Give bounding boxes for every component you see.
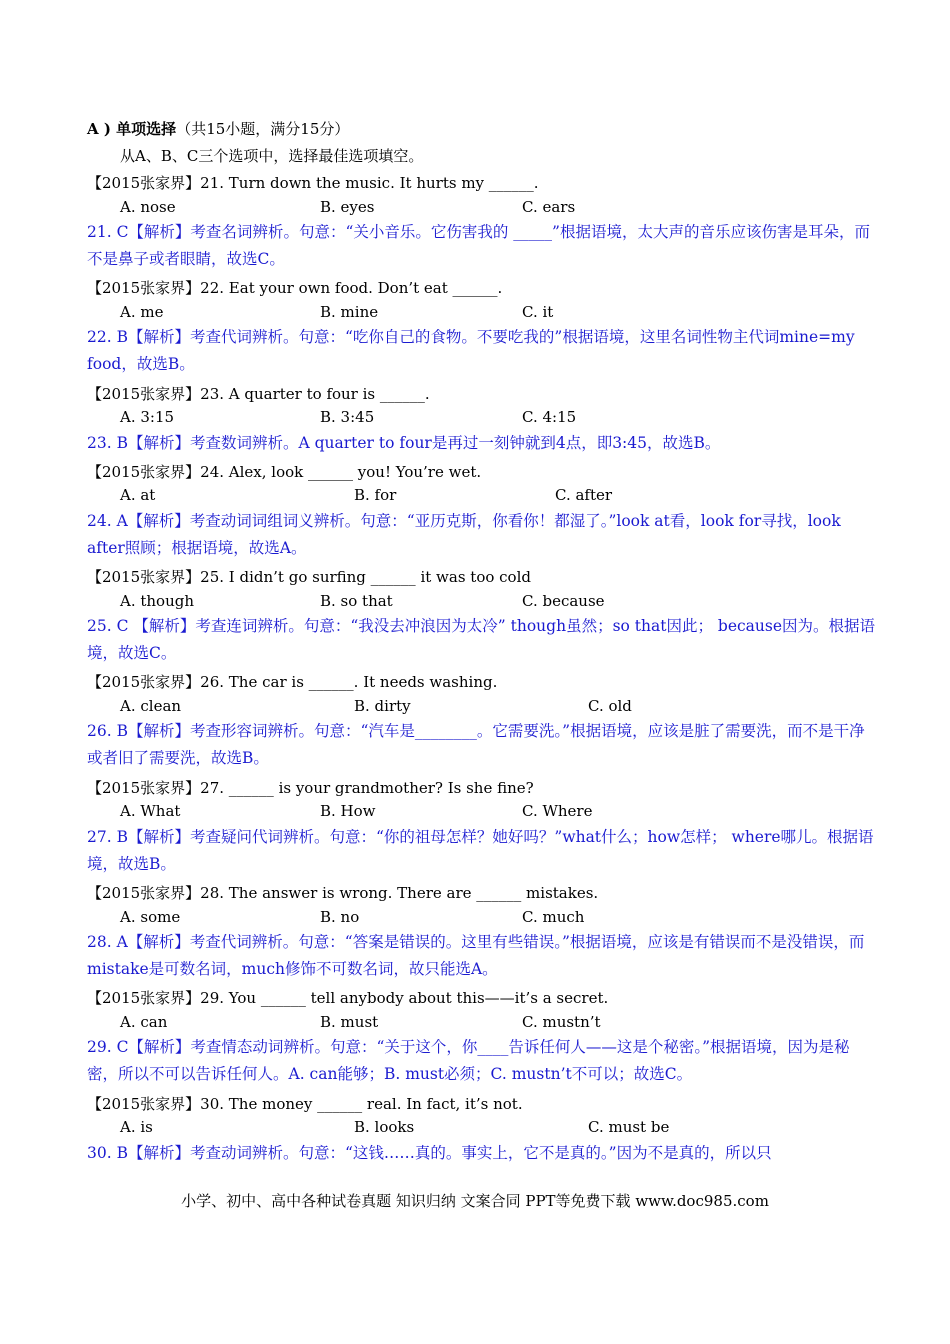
question-stem: 【2015张家界】22. Eat your own food. Don’t eat ______.	[87, 279, 503, 297]
section-title-rest: （共15小题，满分15分）	[176, 120, 350, 138]
question-stem: 【2015张家界】23. A quarter to four is ______.	[87, 385, 430, 403]
option-a: A. 3:15	[120, 408, 175, 426]
answer-explanation: 24. A【解析】考查动词词组词义辨析。句意：“亚历克斯，你看你！都湿了。”look at看，look for寻找，look after照顾；根据语境，故选A。	[87, 512, 841, 557]
option-a: A. What	[120, 802, 181, 820]
option-b: B. for	[354, 486, 397, 504]
option-b: B. dirty	[354, 697, 411, 715]
answer-explanation: 29. C【解析】考查情态动词辨析。句意：“关于这个，你____告诉任何人——这是个秘密。”根据语境，因为是秘密，所以不可以告诉任何人。A. can能够；B. must必须；C. mustn’t不可以；故选C。	[87, 1038, 850, 1083]
question-stem: 【2015张家界】29. You ______ tell anybody about this——it’s a secret.	[87, 989, 609, 1007]
option-c: C. much	[522, 908, 585, 926]
page-footer: 小学、初中、高中各种试卷真题 知识归纳 文案合同 PPT等免费下载 www.doc985.com	[181, 1192, 769, 1210]
answer-explanation: 26. B【解析】考查形容词辨析。句意：“汽车是________。它需要洗。”根据语境，应该是脏了需要洗，而不是干净或者旧了需要洗，故选B。	[87, 722, 865, 767]
question-stem: 【2015张家界】24. Alex, look ______ you! You’re wet.	[87, 463, 482, 481]
option-c: C. must be	[588, 1118, 670, 1136]
answer-explanation: 27. B【解析】考查疑问代词辨析。句意：“你的祖母怎样？她好吗？”what什么；how怎样； where哪儿。根据语境，故选B。	[87, 828, 874, 873]
option-a: A. can	[120, 1013, 168, 1031]
option-b: B. must	[320, 1013, 379, 1031]
section-title-bold: A ) 单项选择	[87, 120, 177, 138]
option-c: C. Where	[522, 802, 593, 820]
answer-explanation: 25. C 【解析】考查连词辨析。句意：“我没去冲浪因为太冷” though虽然；so that因此； because因为。根据语境，故选C。	[87, 617, 876, 662]
option-a: A. clean	[120, 697, 182, 715]
answer-explanation: 22. B【解析】考查代词辨析。句意：“吃你自己的食物。不要吃我的”根据语境，这里名词性物主代词mine=my food，故选B。	[87, 328, 855, 373]
answer-explanation: 21. C【解析】考查名词辨析。句意：“关小音乐。它伤害我的 _____”根据语境，太大声的音乐应该伤害是耳朵，而不是鼻子或者眼睛，故选C。	[87, 223, 870, 268]
option-c: C. mustn’t	[522, 1013, 601, 1031]
option-b: B. mine	[320, 303, 379, 321]
question-stem: 【2015张家界】25. I didn’t go surfing ______ it was too cold	[87, 568, 531, 586]
option-b: B. 3:45	[320, 408, 375, 426]
answer-explanation: 30. B【解析】考查动词辨析。句意：“这钱……真的。事实上，它不是真的。”因为不是真的，所以只	[87, 1144, 772, 1162]
answer-explanation: 23. B【解析】考查数词辨析。A quarter to four是再过一刻钟就到4点，即3:45，故选B。	[87, 434, 721, 452]
option-a: A. me	[120, 303, 164, 321]
option-a: A. though	[120, 592, 195, 610]
option-b: B. eyes	[320, 198, 375, 216]
option-b: B. no	[320, 908, 360, 926]
question-stem: 【2015张家界】26. The car is ______. It needs washing.	[87, 673, 498, 691]
option-c: C. because	[522, 592, 605, 610]
option-a: A. nose	[120, 198, 176, 216]
question-stem: 【2015张家界】27. ______ is your grandmother? Is she fine?	[87, 779, 534, 797]
option-a: A. some	[120, 908, 181, 926]
option-b: B. looks	[354, 1118, 415, 1136]
option-c: C. it	[522, 303, 554, 321]
answer-explanation: 28. A【解析】考查代词辨析。句意：“答案是错误的。这里有些错误。”根据语境，应该是有错误而不是没错误，而mistake是可数名词，much修饰不可数名词，故只能选A。	[87, 933, 865, 978]
question-stem: 【2015张家界】30. The money ______ real. In fact, it’s not.	[87, 1095, 523, 1113]
question-stem: 【2015张家界】28. The answer is wrong. There are ______ mistakes.	[87, 884, 599, 902]
option-c: C. old	[588, 697, 632, 715]
question-stem: 【2015张家界】21. Turn down the music. It hurts my ______.	[87, 174, 539, 192]
section-title	[87, 118, 349, 139]
option-c: C. ears	[522, 198, 576, 216]
option-a: A. is	[120, 1118, 153, 1136]
instruction: 从A、B、C三个选项中，选择最佳选项填空。	[120, 147, 424, 165]
option-b: B. so that	[320, 592, 393, 610]
option-a: A. at	[120, 486, 156, 504]
option-b: B. How	[320, 802, 376, 820]
option-c: C. after	[555, 486, 613, 504]
option-c: C. 4:15	[522, 408, 577, 426]
